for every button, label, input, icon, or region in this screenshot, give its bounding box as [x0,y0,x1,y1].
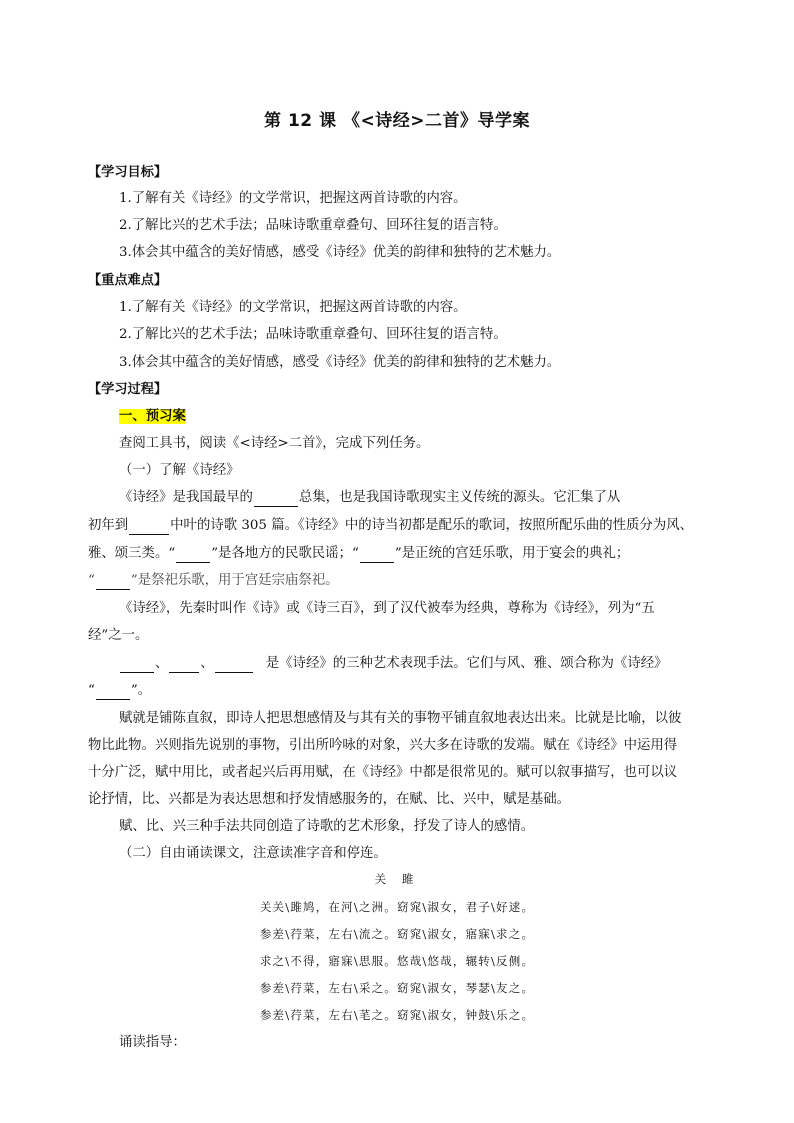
paragraph-line [88,517,693,535]
goal-item-2: 2.了解比兴的艺术手法；品味诗歌重章叠句、回环往复的语言特。 [119,218,507,233]
text-segment: ”是各地方的民歌民谣；“ [211,546,359,561]
goal-item-3: 3.体会其中蕴含的美好情感，感受《诗经》优美的韵律和独特的艺术魅力。 [119,245,561,260]
text-segment: 、 [155,656,169,671]
paragraph-line [119,655,668,673]
keypoints-heading: 【重点难点】 [88,273,168,288]
fill-blank[interactable] [120,658,154,673]
paragraph-line: 赋就是铺陈直叙，即诗人把思想感情及与其有关的事物平铺直叙地表达出来。比就是比喻，以彼 [119,711,682,726]
paragraph-line: 物比此物。兴则指先说别的事物，引出所吟咏的对象，兴大多在诗歌的发端。赋在《诗经》中运用得 [88,738,678,753]
poem-line: 求之\不得，寤寐\思服。悠哉\悠哉，辗转\反侧。 [259,954,535,968]
text-segment: ”。 [130,683,152,698]
paragraph-line: 经”之一。 [88,628,149,643]
paragraph-line: 《诗经》，先秦时叫作《诗》或《诗三百》，到了汉代被奉为经典，尊称为《诗经》，列为“五 [119,601,655,616]
paragraph-line: 论抒情，比、兴都是为表达思想和抒发情感服务的，在赋、比、兴中，赋是基础。 [88,792,571,807]
fill-blank[interactable] [96,685,130,700]
keypoint-item-3: 3.体会其中蕴含的美好情感，感受《诗经》优美的韵律和独特的艺术魅力。 [119,355,561,370]
text-segment: 初年到 [88,518,129,533]
fill-blank[interactable] [129,520,169,535]
keypoint-item-1: 1.了解有关《诗经》的文学常识，把握这两首诗歌的内容。 [119,300,467,315]
text-segment: ”是正统的宫廷乐歌，用于宴会的典礼； [394,546,630,561]
text-segment: “ [88,683,95,698]
process-heading: 【学习过程】 [88,382,168,397]
text-segment: “ [88,573,95,588]
poem-line: 关关\雎鸠，在河\之洲。窈窕\淑女，君子\好逑。 [259,900,535,914]
highlighted-label: 一、预习案 [119,409,186,424]
text-segment: 雅、颂三类。“ [88,546,176,561]
paragraph-line [88,682,151,700]
fill-blank[interactable] [360,548,394,563]
fill-blank[interactable] [169,658,199,673]
poem-line: 参差\荇菜，左右\流之。窈窕\淑女，寤寐\求之。 [259,927,535,941]
recitation-guide-label: 诵读指导： [119,1035,186,1050]
paragraph-line: 赋、比、兴三种手法共同创造了诗歌的艺术形象，抒发了诗人的感情。 [119,819,535,834]
fill-blank[interactable] [215,658,253,673]
subsection-1-heading: （一）了解《诗经》 [119,463,240,478]
goals-heading: 【学习目标】 [88,165,168,180]
paragraph-line [119,489,620,507]
subsection-2-heading: （二）自由诵读课文，注意读准字音和停连。 [119,846,387,861]
fill-blank[interactable] [96,575,130,590]
keypoint-item-2: 2.了解比兴的艺术手法；品味诗歌重章叠句、回环往复的语言特。 [119,327,507,342]
goal-item-1: 1.了解有关《诗经》的文学常识，把握这两首诗歌的内容。 [119,191,467,206]
text-segment: 《诗经》是我国最早的 [119,490,253,505]
preview-section-label [119,408,186,426]
paragraph-line [88,545,629,563]
paragraph-line [88,572,339,590]
poem-line: 参差\荇菜，左右\芼之。窈窕\淑女，钟鼓\乐之。 [259,1008,535,1022]
text-segment: ”是祭祀乐歌，用于宫廷宗庙祭祀。 [130,573,339,588]
page-title: 第 12 课 《<诗经>二首》导学案 [264,111,530,131]
text-segment: 是《诗经》的三种艺术表现手法。它们与风、雅、颂合称为《诗经》 [265,656,668,671]
poem-line: 参差\荇菜，左右\采之。窈窕\淑女，琴瑟\友之。 [259,981,535,995]
text-segment: 中叶的诗歌 305 篇。《诗经》中的诗当初都是配乐的歌词，按照所配乐曲的性质分为风、 [170,518,693,533]
text-segment: 总集，也是我国诗歌现实主义传统的源头。它汇集了从 [298,490,621,505]
text-segment: 、 [200,656,214,671]
fill-blank[interactable] [254,492,298,507]
fill-blank[interactable] [176,548,210,563]
poem-title: 关 雎 [374,872,420,886]
paragraph-line: 十分广泛，赋中用比，或者起兴后再用赋，在《诗经》中都是很常见的。赋可以叙事描写，也可以议 [88,765,678,780]
preview-intro: 查阅工具书，阅读《<诗经>二首》，完成下列任务。 [119,436,430,451]
